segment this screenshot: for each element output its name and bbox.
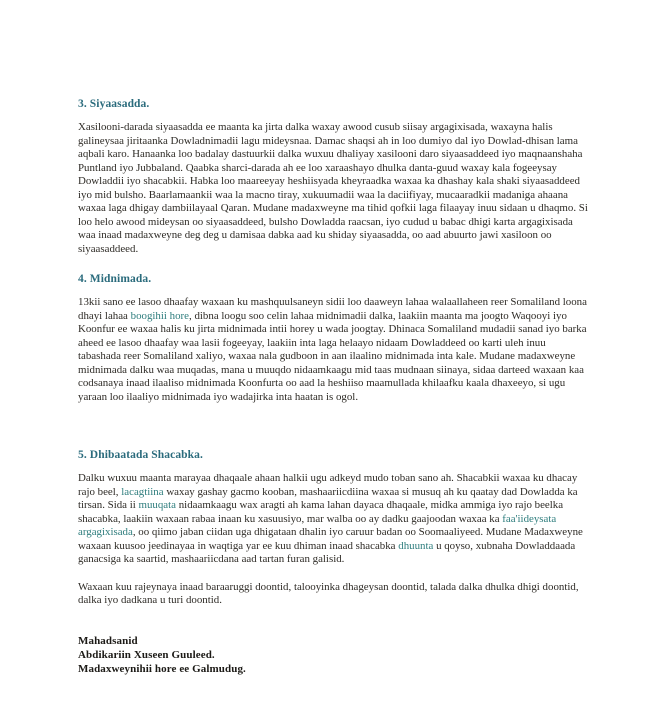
text-segment: , dibna loogu soo celin lahaa midnimadii dalka, laakiin maanta ma joogto Waqooyi iyo Koonfur ee waxaa halis ku jirta midnimada intii horey u wada joogtay. Dhinaca Somaliland mudadii sanad iyo barka aheed ee lasoo dhaafay waa lasii fogeeyay, laakiin inta laga helaayo nidaam Dowladdeed oo karti uleh inuu tabashada reer Somaliland xaliyo, waxaa nala gudboon in aan ilaalino midnimada inta kale. Mudane madaxweyne midnimada dalku waa muqadas, mana u muuqdo nidaamkaagu mid taas mudnaan siinaya, sidaa darteed waxaan kaa codsanaya inaad ilaaliso midnimada Koonfurta oo aad la heshiiso maamullada khilaafku kaala dhaxeeyo, si ugu yaraan loo ilaaliyo midnimada iyo wadajirka inta haatan is ogol.	[78, 309, 587, 403]
paragraph-dhibaatada-2	[78, 581, 588, 608]
signature-thanks: Mahadsanid	[78, 634, 138, 647]
section-midnimada	[78, 272, 588, 404]
highlighted-word: dhuunta	[398, 539, 434, 552]
highlighted-word: boogihii hore	[130, 309, 190, 322]
paragraph-midnimada	[78, 296, 588, 404]
signature-block	[78, 634, 588, 676]
text-segment: Dalku wuxuu maanta marayaa dhaqaale ahaan halkii ugu adkeyd mudo toban sano ah. Shacabkii waxaa ku dhacay rajo beel,	[78, 472, 578, 498]
section-heading-dhibaatada-shacabka: 5. Dhibaatada Shacabka.	[78, 449, 204, 461]
section-heading-midnimada: 4. Midnimada.	[78, 273, 152, 285]
highlighted-word: lacagtiina	[121, 485, 164, 498]
signature-author-name: Abdikariin Xuseen Guuleed.	[78, 648, 215, 661]
signature-author-title: Madaxweynihii hore ee Galmudug.	[78, 662, 246, 675]
text-segment: waxay gashay gacmo kooban, mashaariicdiina waxaa si musuq ah ku qaatay dad Dowladda ka tirsan. Sida ii	[78, 485, 578, 511]
paragraph-dhibaatada-1	[78, 472, 588, 567]
highlighted-word: faa'iideysata argagixisada	[78, 512, 557, 538]
text-segment: Xasilooni-darada siyaasadda ee maanta ka jirta dalka waxay awood cusub siisay argagixisada, waxayna halis galineysaa jiritaanka Dowladnimadii lagu mideysnaa. Damac shaqsi ah in loo dumiyo dal iyo Dowlad-dhisan lama aqbali karo. Hanaanka loo badalay dastuurkii dalka wuxuu dhaliyay xasilooni daro siyaasaddeed iyo maqnaanshaha Puntland iyo Jubbaland. Qaabka sharci-darada ah ee loo xaraashayo dhulka danta-guud waxay kala fogeeysay Dowladdii iyo shacabkii. Habka loo maareeyay heshiisyada kheyraadka waxaa ka dhashay kala shaki siyaasaddeed iyo mid bulsho. Baarlamaankii waa la macno tiray, xukuumadii waa la daciifiyay, mucaaradkii madaniga ahaana waxaa laga dhigay dambiilayaal Qaran. Mudane madaxweyne ma tihid qofkii laga filaayay inuu sidaan u dhaqmo. Si loo helo awood mideysan oo siyaasaddeed, bulsho Dowladda raacsan, iyo cudud u babac dhigi karta argagixisada waa inaad madaxweyne deg deg u damisaa dabka aad ku shiday siyaasadda, oo aad abuurto jawi xasiloon oo siyaasaddeed.	[78, 121, 588, 255]
section-dhibaatada-shacabka	[78, 448, 588, 608]
paragraph-siyaasadda	[78, 121, 588, 256]
section-heading-siyaasadda: 3. Siyaasadda.	[78, 98, 150, 110]
highlighted-word: muuqata	[138, 499, 177, 511]
text-segment: u qoyso, xubnaha Dowladdaada ganacsiga ka saartid, mashaariicdana aad tartan furan galisid.	[78, 539, 576, 565]
text-segment: 13kii sano ee lasoo dhaafay waxaan ku mashquulsaneyn sidii loo daaweyn lahaa walaallaheen reer Somaliland loona dhayi lahaa	[78, 296, 587, 322]
section-siyaasadda	[78, 97, 588, 256]
text-segment: , oo qiimo jaban ciidan uga dhigataan dhalin iyo caruur badan oo Soomaaliyeed. Mudane Madaxweyne waxaan kuusoo jeedinayaa in waqtiga yar ee kuu dhiman inaad shacabka	[78, 526, 583, 552]
text-segment: nidaamkaagu wax aragti ah kama lahan dayaca dhaqaale, midka ammiga iyo rajo beelka shacabka, laakiin waxaan rabaa inaan ku xasuusiyo, mar walba oo ay dadku gaajoodan waxaa ka	[78, 499, 564, 525]
text-segment: Waxaan kuu rajeynaya inaad baraaruggi doontid, talooyinka dhageysan doontid, talada dalka dhulka dhigi doontid, dalka iyo dadkana u turi doontid.	[78, 580, 579, 606]
